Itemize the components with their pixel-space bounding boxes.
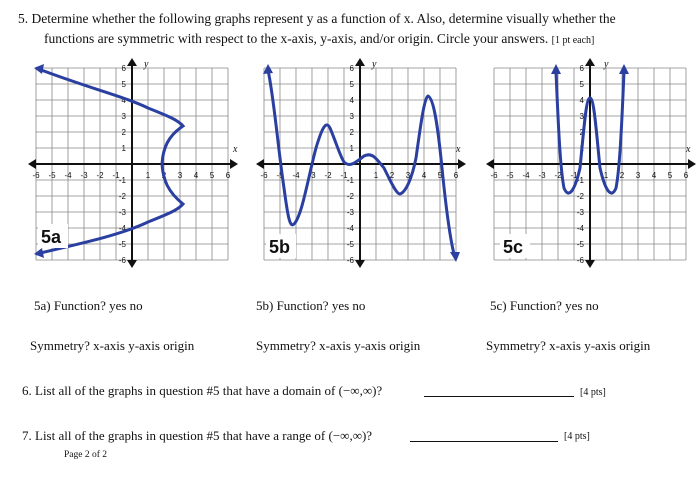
question-7-interval: (−∞,∞)?	[328, 428, 373, 443]
tick-label: 4	[421, 171, 427, 180]
tick-label: -5	[506, 171, 514, 180]
question-7-answer-line[interactable]	[410, 441, 558, 442]
tick-label: 4	[349, 96, 354, 105]
tick-label: 2	[619, 171, 625, 180]
question-7-points: [4 pts]	[564, 431, 590, 442]
tick-label: -2	[96, 171, 104, 180]
tick-label: 3	[405, 171, 411, 180]
question-5-line1: 5. Determine whether the following graphs represent y as a function of x. Also, determine visually whether the	[18, 11, 616, 26]
tick-label: -4	[522, 171, 530, 180]
tick-label: 5	[349, 80, 354, 89]
tick-label: -3	[538, 171, 546, 180]
x-axis-label: x	[456, 144, 461, 155]
graph-label-5b: 5b	[269, 237, 291, 257]
tick-label: -4	[346, 224, 354, 233]
answer-5c-function[interactable]: 5c) Function? yes no	[490, 298, 599, 313]
question-6	[22, 383, 382, 399]
tick-label: 1	[121, 144, 126, 153]
tick-label: 3	[635, 171, 641, 180]
tick-label: 3	[579, 112, 584, 121]
page-number: Page 2 of 2	[64, 450, 108, 460]
tick-label: -6	[576, 256, 584, 265]
question-7	[22, 428, 372, 444]
tick-label: -3	[80, 171, 88, 180]
tick-label: -5	[576, 240, 584, 249]
tick-label: 4	[651, 171, 657, 180]
question-6-interval: (−∞,∞)?	[338, 383, 383, 398]
tick-label: -4	[118, 224, 126, 233]
tick-label: -1	[346, 176, 354, 185]
tick-label: -5	[346, 240, 354, 249]
tick-label: 6	[121, 64, 126, 73]
tick-label: 3	[177, 171, 183, 180]
tick-label: -1	[570, 171, 578, 180]
question-7-text: 7. List all of the graphs in question #5 that have a range of	[22, 428, 326, 443]
tick-label: 2	[161, 171, 167, 180]
graph-label-5c: 5c	[503, 237, 524, 257]
question-5-points: [1 pt each]	[551, 35, 595, 46]
tick-label: -5	[118, 240, 126, 249]
tick-label: 6	[683, 171, 689, 180]
answer-5a-symmetry[interactable]: Symmetry? x-axis y-axis origin	[30, 338, 195, 353]
tick-label: 2	[121, 128, 126, 137]
tick-label: 2	[349, 128, 354, 137]
question-6-points: [4 pts]	[580, 387, 606, 398]
question-6-text: 6. List all of the graphs in question #5 that have a domain of	[22, 383, 336, 398]
tick-label: -3	[346, 208, 354, 217]
tick-label: 5	[437, 171, 443, 180]
tick-label: -1	[112, 171, 120, 180]
tick-label: 5	[209, 171, 215, 180]
tick-label: -6	[490, 171, 498, 180]
tick-label: -3	[118, 208, 126, 217]
tick-label: -2	[346, 192, 354, 201]
answer-5b-symmetry[interactable]: Symmetry? x-axis y-axis origin	[256, 338, 421, 353]
tick-label: 6	[349, 64, 354, 73]
tick-label: -5	[48, 171, 56, 180]
tick-label: -6	[118, 256, 126, 265]
tick-label: -3	[308, 171, 316, 180]
y-axis-label: y	[144, 59, 149, 70]
tick-label: 1	[349, 144, 354, 153]
tick-label: 6	[579, 64, 584, 73]
tick-label: -3	[576, 208, 584, 217]
y-axis-label: y	[372, 59, 377, 70]
tick-label: 1	[373, 171, 379, 180]
tick-label: 2	[579, 128, 584, 137]
tick-label: 6	[225, 171, 231, 180]
tick-label: -6	[260, 171, 268, 180]
graph-label-5a: 5a	[41, 227, 62, 247]
tick-label: 4	[193, 171, 199, 180]
graph-5c	[486, 58, 698, 268]
tick-label: 1	[579, 144, 584, 153]
question-6-answer-line[interactable]	[424, 396, 574, 397]
answer-5a-function[interactable]: 5a) Function? yes no	[34, 298, 143, 313]
tick-label: 4	[579, 96, 584, 105]
tick-label: -1	[576, 176, 584, 185]
y-axis-label: y	[604, 59, 609, 70]
tick-label: 5	[579, 80, 584, 89]
tick-label: 1	[603, 171, 609, 180]
tick-label: 1	[145, 171, 151, 180]
question-5-line2-text: functions are symmetric with respect to the x-axis, y-axis, and/or origin. Circle your answers.	[44, 31, 549, 46]
tick-label: 6	[453, 171, 459, 180]
tick-label: 5	[667, 171, 673, 180]
tick-label: 5	[121, 80, 126, 89]
tick-label: -2	[554, 171, 562, 180]
tick-label: 2	[389, 171, 395, 180]
tick-label: -5	[276, 171, 284, 180]
tick-label: 3	[349, 112, 354, 121]
tick-label: -4	[576, 224, 584, 233]
x-axis-label: x	[686, 144, 691, 155]
tick-label: -2	[324, 171, 332, 180]
tick-label: 4	[121, 96, 126, 105]
tick-label: -6	[346, 256, 354, 265]
x-axis-label: x	[233, 144, 238, 155]
answer-5b-function[interactable]: 5b) Function? yes no	[256, 298, 366, 313]
tick-label: -6	[32, 171, 40, 180]
graph-5b	[256, 58, 468, 268]
question-5-line2	[44, 29, 594, 51]
answer-5c-symmetry[interactable]: Symmetry? x-axis y-axis origin	[486, 338, 651, 353]
tick-label: -1	[340, 171, 348, 180]
tick-label: 3	[121, 112, 126, 121]
tick-label: -2	[118, 192, 126, 201]
tick-label: -2	[576, 192, 584, 201]
tick-label: -1	[118, 176, 126, 185]
tick-label: -4	[64, 171, 72, 180]
graph-5a	[28, 58, 240, 268]
tick-label: -4	[292, 171, 300, 180]
